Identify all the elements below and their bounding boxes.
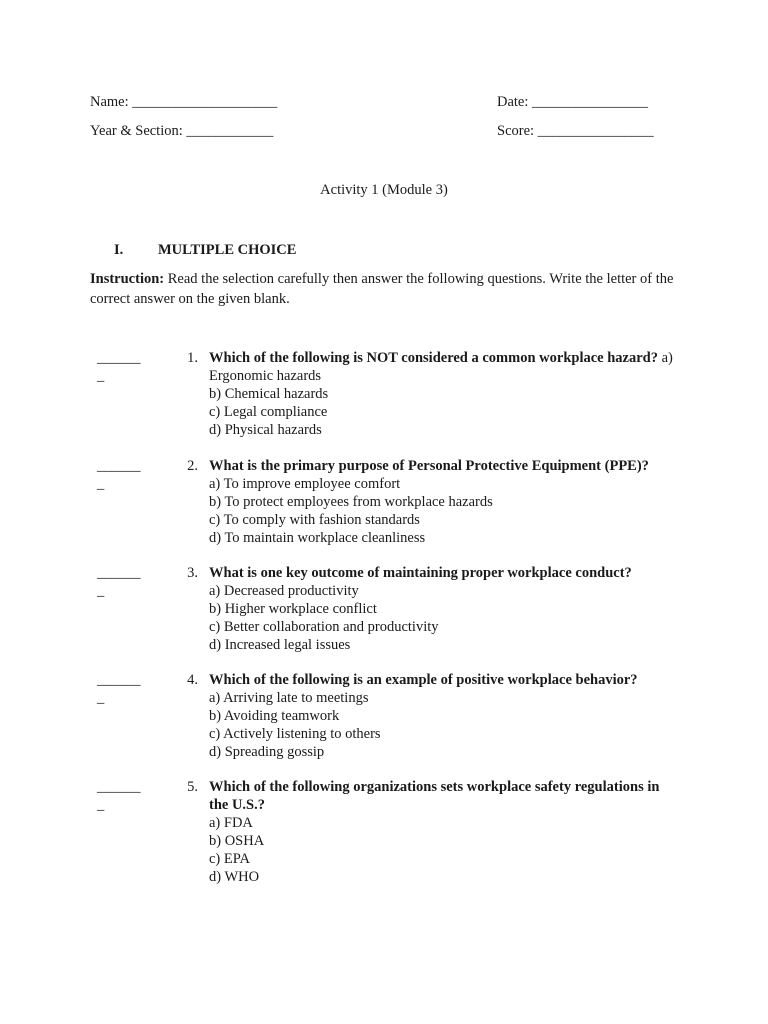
year-section-field: Year & Section: ____________ (90, 123, 274, 139)
question-item (0, 457, 768, 557)
question-item (0, 564, 768, 664)
question-item (0, 778, 768, 885)
answer-blank: _______ (97, 458, 141, 492)
choice-b: b) Avoiding teamwork (209, 708, 340, 724)
question-body (209, 349, 679, 439)
question-text: What is the primary purpose of Personal Protective Equipment (PPE)? (209, 458, 649, 474)
question-body (209, 671, 709, 761)
choice-d: d) To maintain workplace cleanliness (209, 530, 426, 546)
choice-c: c) EPA (209, 851, 250, 867)
question-number: 4. (187, 672, 198, 688)
choice-d: d) WHO (209, 869, 260, 885)
choice-a: a) To improve employee comfort (209, 476, 401, 492)
instruction-label: Instruction: (90, 271, 165, 287)
question-number: 5. (187, 779, 198, 795)
choice-b: b) Higher workplace conflict (209, 601, 377, 617)
choice-c: c) Legal compliance (209, 404, 328, 420)
date-field: Date: ________________ (497, 94, 649, 110)
choice-d: d) Increased legal issues (209, 637, 351, 653)
question-item (0, 349, 768, 449)
question-body (209, 778, 679, 886)
choice-b: b) Chemical hazards (209, 386, 329, 402)
choice-c: c) Actively listening to others (209, 726, 381, 742)
choice-b: b) To protect employees from workplace hazards (209, 494, 493, 510)
choice-a: a) Ergonomic hazards (209, 350, 673, 384)
choice-a: a) Arriving late to meetings (209, 690, 369, 706)
name-field: Name: ____________________ (90, 94, 278, 110)
question-text: Which of the following is NOT considered a common workplace hazard? (209, 350, 658, 366)
question-body (209, 564, 709, 654)
answer-blank: _______ (97, 350, 141, 384)
question-number: 1. (187, 350, 198, 366)
section-title: MULTIPLE CHOICE (158, 242, 297, 258)
question-text: Which of the following is an example of positive workplace behavior? (209, 672, 638, 688)
answer-blank: _______ (97, 672, 141, 706)
instruction-paragraph (90, 270, 690, 309)
question-item (0, 671, 768, 771)
question-number: 3. (187, 565, 198, 581)
choice-a: a) Decreased productivity (209, 583, 359, 599)
answer-blank: _______ (97, 779, 141, 813)
choice-c: c) To comply with fashion standards (209, 512, 420, 528)
answer-blank: _______ (97, 565, 141, 599)
question-text: What is one key outcome of maintaining proper workplace conduct? (209, 565, 632, 581)
activity-title: Activity 1 (Module 3) (320, 182, 448, 198)
section-number: I. (114, 242, 124, 258)
choice-d: d) Physical hazards (209, 422, 322, 438)
question-text: Which of the following organizations sets workplace safety regulations in the U.S.? (209, 779, 660, 813)
question-number: 2. (187, 458, 198, 474)
choice-b: b) OSHA (209, 833, 265, 849)
choice-c: c) Better collaboration and productivity (209, 619, 439, 635)
choice-a: a) FDA (209, 815, 253, 831)
choice-d: d) Spreading gossip (209, 744, 325, 760)
score-field: Score: ________________ (497, 123, 654, 139)
question-body (209, 457, 709, 547)
instruction-text: Read the selection carefully then answer the following questions. Write the letter of the correct answer on the given blank. (90, 271, 674, 307)
